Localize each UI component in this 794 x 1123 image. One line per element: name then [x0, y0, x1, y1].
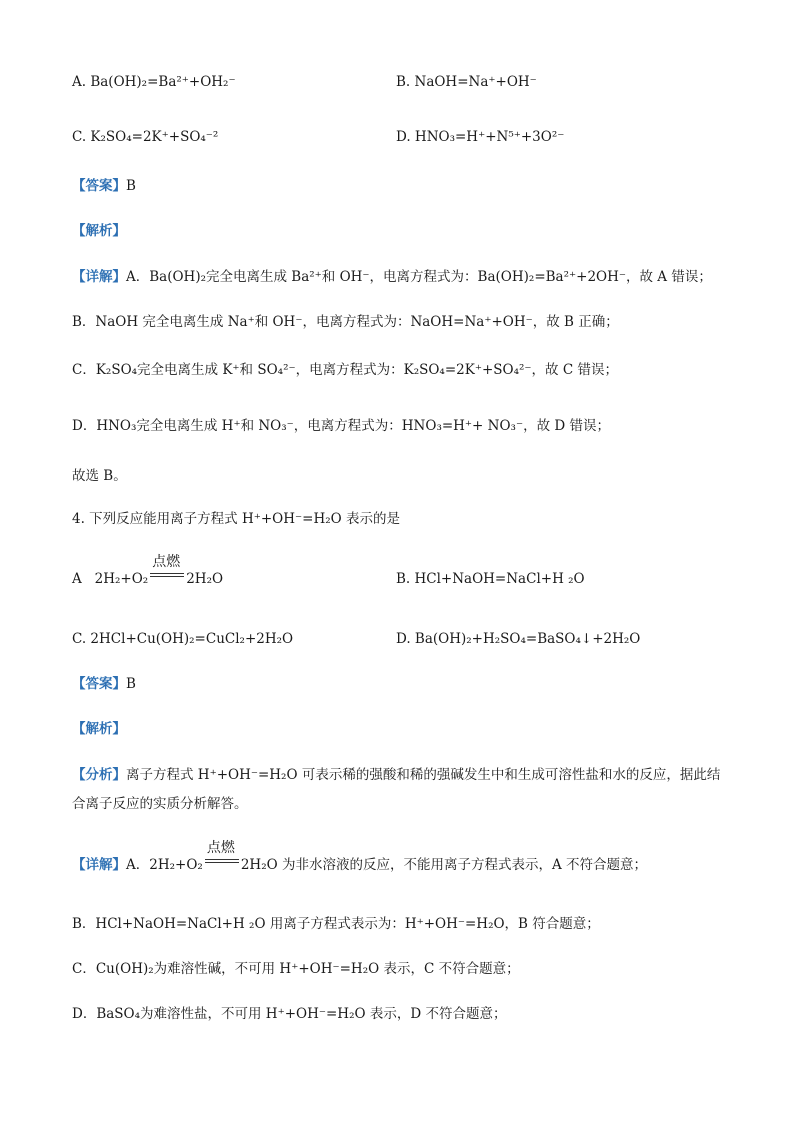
q4-option-a-prefix: A: [72, 571, 82, 587]
q4-option-a-right: 2H₂O: [186, 571, 224, 587]
fenxi-text-1: 离子方程式 H⁺+OH⁻=H₂O 可表示稀的强酸和稀的强碱发生中和生成可溶性盐和水的反应，据此结: [126, 767, 721, 783]
answer-tag: 【答案】: [72, 178, 126, 194]
q4-option-a-left: 2H₂+O₂: [94, 571, 149, 587]
q4-option-b: B. HCl+NaOH=NaCl+H ₂O: [396, 571, 585, 587]
detail-tag: 【详解】: [72, 269, 126, 285]
q3-option-a: A. Ba(OH)₂=Ba²⁺+OH₂⁻: [72, 74, 236, 90]
q3-detail-b: B．NaOH 完全电离生成 Na⁺和 OH⁻，电离方程式为：NaOH=Na⁺+OH⁻，故 B 正确；: [72, 314, 619, 330]
q3-detail-c: C．K₂SO₄完全电离生成 K⁺和 SO₄²⁻，电离方程式为：K₂SO₄=2K⁺+SO₄²⁻，故 C 错误；: [72, 362, 618, 378]
detail-tag: 【详解】: [72, 857, 126, 873]
q3-option-c: C. K₂SO₄=2K⁺+SO₄⁻²: [72, 129, 219, 145]
q3-conclusion: 故选 B。: [72, 468, 127, 484]
q4-detail-b: B．HCl+NaOH=NaCl+H ₂O 用离子方程式表示为：H⁺+OH⁻=H₂O，B 符合题意；: [72, 916, 600, 932]
answer-value: B: [126, 676, 136, 692]
q3-answer: [72, 177, 136, 195]
detail-a-text: A．Ba(OH)₂完全电离生成 Ba²⁺和 OH⁻，电离方程式为：Ba(OH)₂=Ba²⁺+2OH⁻，故 A 错误；: [126, 269, 712, 285]
detail-a-suffix: 2H₂O 为非水溶液的反应，不能用离子方程式表示，A 不符合题意；: [240, 857, 648, 873]
q4-analysis-heading: [72, 720, 126, 738]
analysis-tag: 【解析】: [72, 223, 126, 239]
detail-a-prefix: A．2H₂+O₂: [126, 857, 203, 873]
q4-detail-a: [72, 840, 648, 874]
condition-label: 点燃: [152, 554, 181, 570]
reaction-condition-arrow: [205, 840, 239, 869]
q4-option-a: [72, 554, 224, 588]
q3-option-d: D. HNO₃=H⁺+N⁵⁺+3O²⁻: [396, 129, 565, 145]
reaction-condition-arrow: [150, 554, 184, 583]
q4-answer: [72, 675, 136, 693]
q4-detail-d: D．BaSO₄为难溶性盐，不可用 H⁺+OH⁻=H₂O 表示，D 不符合题意；: [72, 1006, 507, 1022]
answer-value: B: [126, 178, 136, 194]
q4-detail-c: C．Cu(OH)₂为难溶性碱，不可用 H⁺+OH⁻=H₂O 表示，C 不符合题意；: [72, 961, 520, 977]
q4-stem: 4. 下列反应能用离子方程式 H⁺+OH⁻=H₂O 表示的是: [72, 511, 400, 527]
analysis-tag: 【解析】: [72, 721, 126, 737]
q3-option-b: B. NaOH=Na⁺+OH⁻: [396, 74, 537, 90]
q3-detail-a: [72, 268, 712, 286]
q3-detail-d: D．HNO₃完全电离生成 H⁺和 NO₃⁻，电离方程式为：HNO₃=H⁺+ NO₃⁻，故 D 错误；: [72, 418, 610, 434]
q4-fenxi-line-2: 合离子反应的实质分析解答。: [72, 796, 248, 812]
q4-option-c: C. 2HCl+Cu(OH)₂=CuCl₂+2H₂O: [72, 631, 294, 647]
answer-tag: 【答案】: [72, 676, 126, 692]
q3-analysis-heading: [72, 222, 126, 240]
q4-option-d: D. Ba(OH)₂+H₂SO₄=BaSO₄↓+2H₂O: [396, 631, 641, 647]
condition-label: 点燃: [206, 840, 235, 856]
fenxi-tag: 【分析】: [72, 767, 126, 783]
q4-fenxi-line-1: [72, 766, 720, 784]
